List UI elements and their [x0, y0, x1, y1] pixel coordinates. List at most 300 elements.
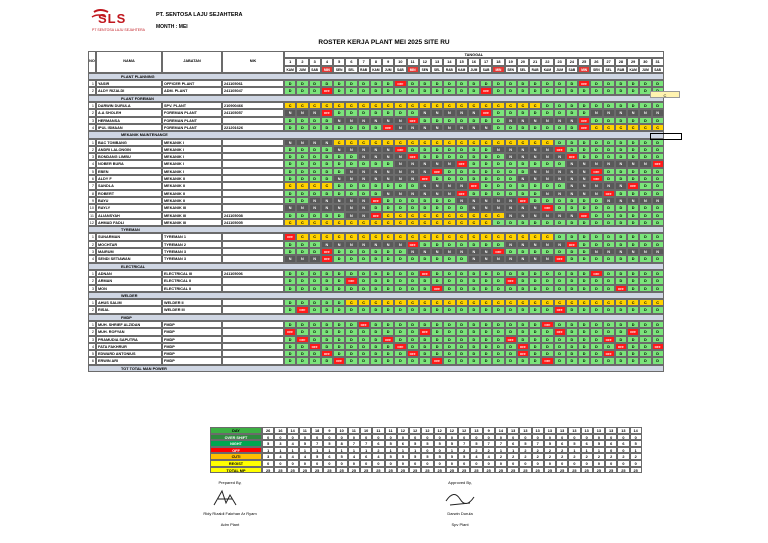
summary-value: 2: [544, 447, 556, 454]
shift-cell: D: [590, 343, 602, 350]
employee-nik: [222, 233, 284, 240]
shift-cell: D: [370, 255, 382, 262]
shift-cell: D: [394, 182, 406, 189]
shift-cell: D: [394, 350, 406, 357]
employee-nik: [222, 306, 284, 313]
shift-cell: C: [345, 219, 357, 226]
shift-cell: N: [358, 153, 370, 160]
shift-cell: N: [345, 241, 357, 248]
day-name: SEL: [603, 66, 615, 73]
day-number: 23: [554, 58, 566, 65]
shift-cell: D: [370, 306, 382, 313]
shift-cell: N: [529, 117, 541, 124]
summary-value: 0: [434, 447, 446, 454]
summary-value: 5: [262, 440, 274, 447]
shift-cell: D: [615, 80, 627, 87]
shift-cell: D: [284, 248, 296, 255]
shift-cell: D: [333, 270, 345, 277]
shift-cell: D: [443, 146, 455, 153]
shift-cell: D: [517, 285, 529, 292]
shift-cell: C: [309, 182, 321, 189]
logo-subtitle: PT SENTOSA LAJU SEJAHTERA: [92, 28, 145, 32]
shift-cell: D: [443, 117, 455, 124]
day-number: 11: [407, 58, 419, 65]
shift-cell: D: [627, 175, 639, 182]
summary-value: 2: [470, 447, 482, 454]
summary-value: 1: [311, 447, 323, 454]
shift-cell: D: [407, 270, 419, 277]
shift-cell: OFF: [541, 357, 553, 364]
employee-name: MUH. SHRIEF ALZIDAN: [96, 321, 162, 328]
employee-nik: [222, 204, 284, 211]
day-name: JUM: [382, 66, 394, 73]
shift-cell: OFF: [505, 277, 517, 284]
shift-cell: D: [505, 87, 517, 94]
shift-cell: N: [309, 204, 321, 211]
shift-cell: N: [370, 241, 382, 248]
shift-cell: D: [615, 350, 627, 357]
shift-cell: D: [578, 350, 590, 357]
section-header: FMDP: [88, 314, 664, 321]
shift-cell: D: [603, 321, 615, 328]
shift-cell: C: [480, 219, 492, 226]
shift-cell: D: [566, 285, 578, 292]
shift-cell: D: [578, 255, 590, 262]
shift-cell: N: [456, 109, 468, 116]
shift-cell: N: [505, 117, 517, 124]
shift-cell: D: [566, 219, 578, 226]
shift-cell: D: [554, 285, 566, 292]
summary-value: 26: [262, 427, 274, 434]
row-no: 2: [88, 306, 96, 313]
shift-cell: D: [358, 182, 370, 189]
shift-cell: D: [431, 80, 443, 87]
summary-value: 8: [336, 440, 348, 447]
shift-cell: D: [603, 80, 615, 87]
prepared-role: Adm Plant: [220, 522, 240, 527]
summary-value: 0: [274, 434, 286, 441]
shift-cell: D: [284, 357, 296, 364]
shift-cell: D: [309, 277, 321, 284]
shift-cell: D: [480, 241, 492, 248]
summary-value: 0: [617, 434, 629, 441]
shift-cell: D: [407, 80, 419, 87]
summary-value: 4: [274, 453, 286, 460]
shift-cell: N: [443, 109, 455, 116]
shift-cell: C: [639, 124, 651, 131]
prepared-name: Ridy Rizaldi Fakrhan Ar Ryam: [203, 511, 257, 516]
shift-cell: D: [370, 182, 382, 189]
shift-cell: C: [333, 139, 345, 146]
shift-cell: D: [309, 336, 321, 343]
summary-value: 5: [397, 453, 409, 460]
shift-cell: N: [541, 190, 553, 197]
header-nama: NAMA: [96, 51, 162, 73]
shift-cell: C: [505, 299, 517, 306]
document-title: ROSTER KERJA PLANT MEI 2025 SITE RU: [318, 39, 450, 46]
shift-cell: N: [517, 241, 529, 248]
summary-value: 6: [617, 440, 629, 447]
shift-cell: N: [321, 197, 333, 204]
shift-cell: D: [578, 109, 590, 116]
shift-cell: C: [431, 299, 443, 306]
shift-cell: D: [652, 190, 664, 197]
employee-nik: [222, 241, 284, 248]
shift-cell: D: [529, 160, 541, 167]
summary-value: 5: [385, 440, 397, 447]
shift-cell: D: [394, 197, 406, 204]
shift-cell: D: [443, 197, 455, 204]
day-number: 29: [627, 58, 639, 65]
shift-cell: D: [468, 80, 480, 87]
shift-cell: D: [541, 109, 553, 116]
shift-cell: D: [407, 306, 419, 313]
shift-cell: D: [578, 328, 590, 335]
shift-cell: D: [492, 350, 504, 357]
shift-cell: D: [615, 153, 627, 160]
shift-cell: D: [456, 153, 468, 160]
shift-cell: D: [296, 241, 308, 248]
signature-icon: [440, 487, 480, 509]
shift-cell: D: [627, 190, 639, 197]
employee-nik: [222, 336, 284, 343]
summary-value: 0: [470, 460, 482, 467]
shift-cell: C: [296, 219, 308, 226]
shift-cell: N: [505, 146, 517, 153]
shift-cell: D: [431, 270, 443, 277]
shift-cell: C: [394, 219, 406, 226]
shift-cell: N: [407, 168, 419, 175]
shift-cell: N: [492, 255, 504, 262]
shift-cell: N: [309, 197, 321, 204]
summary-value: 25: [581, 467, 593, 474]
shift-cell: D: [407, 336, 419, 343]
shift-cell: OFF: [590, 270, 602, 277]
shift-cell: OFF: [419, 328, 431, 335]
summary-value: 25: [409, 467, 421, 474]
employee-job: WELDER III: [162, 306, 222, 313]
shift-cell: D: [431, 175, 443, 182]
shift-cell: N: [321, 204, 333, 211]
shift-cell: D: [407, 204, 419, 211]
shift-cell: D: [345, 328, 357, 335]
summary-value: 0: [605, 460, 617, 467]
shift-cell: D: [505, 175, 517, 182]
shift-cell: N: [407, 190, 419, 197]
shift-cell: N: [456, 248, 468, 255]
shift-cell: OFF: [554, 255, 566, 262]
summary-value: 25: [360, 467, 372, 474]
summary-value: 25: [605, 467, 617, 474]
shift-cell: OFF: [541, 204, 553, 211]
shift-cell: D: [333, 328, 345, 335]
shift-cell: C: [419, 102, 431, 109]
shift-cell: D: [627, 204, 639, 211]
shift-cell: D: [554, 109, 566, 116]
shift-cell: D: [333, 212, 345, 219]
shift-cell: D: [603, 204, 615, 211]
shift-cell: D: [321, 80, 333, 87]
summary-value: 25: [434, 467, 446, 474]
shift-cell: D: [456, 343, 468, 350]
shift-cell: D: [615, 277, 627, 284]
day-name: SAB: [566, 66, 578, 73]
shift-cell: D: [431, 87, 443, 94]
shift-cell: C: [333, 102, 345, 109]
shift-cell: D: [554, 277, 566, 284]
row-no: 4: [88, 124, 96, 131]
shift-cell: D: [296, 343, 308, 350]
shift-cell: D: [480, 190, 492, 197]
shift-cell: C: [517, 233, 529, 240]
shift-cell: D: [358, 343, 370, 350]
shift-cell: OFF: [407, 117, 419, 124]
shift-cell: OFF: [480, 87, 492, 94]
shift-cell: OFF: [615, 285, 627, 292]
shift-cell: D: [419, 153, 431, 160]
shift-cell: D: [382, 350, 394, 357]
shift-cell: C: [284, 219, 296, 226]
shift-cell: D: [627, 255, 639, 262]
shift-cell: D: [541, 350, 553, 357]
summary-value: 13: [593, 427, 605, 434]
employee-name: EBEN: [96, 168, 162, 175]
employee-name: RISAL: [96, 306, 162, 313]
employee-name: SANDLA: [96, 182, 162, 189]
summary-value: 5: [593, 440, 605, 447]
shift-cell: D: [370, 343, 382, 350]
shift-cell: N: [529, 212, 541, 219]
shift-cell: D: [639, 285, 651, 292]
shift-cell: D: [492, 343, 504, 350]
shift-cell: D: [566, 139, 578, 146]
shift-cell: C: [407, 299, 419, 306]
shift-cell: D: [284, 190, 296, 197]
shift-cell: D: [358, 306, 370, 313]
shift-cell: D: [321, 336, 333, 343]
shift-cell: OFF: [456, 190, 468, 197]
shift-cell: D: [627, 321, 639, 328]
shift-cell: N: [468, 124, 480, 131]
shift-cell: D: [333, 285, 345, 292]
shift-cell: D: [394, 336, 406, 343]
day-number: 2: [296, 58, 308, 65]
employee-name: ALIANSYAH: [96, 212, 162, 219]
shift-cell: D: [517, 182, 529, 189]
employee-nik: [222, 277, 284, 284]
shift-cell: D: [517, 80, 529, 87]
shift-cell: N: [345, 117, 357, 124]
shift-cell: OFF: [296, 336, 308, 343]
shift-cell: N: [419, 182, 431, 189]
shift-cell: OFF: [382, 336, 394, 343]
shift-cell: D: [284, 168, 296, 175]
shift-cell: OFF: [407, 350, 419, 357]
shift-cell: N: [529, 255, 541, 262]
shift-cell: D: [541, 270, 553, 277]
shift-cell: D: [590, 153, 602, 160]
shift-cell: D: [309, 117, 321, 124]
shift-cell: N: [296, 139, 308, 146]
shift-cell: N: [529, 241, 541, 248]
shift-cell: D: [321, 299, 333, 306]
shift-cell: D: [627, 87, 639, 94]
shift-cell: D: [639, 350, 651, 357]
shift-cell: C: [382, 212, 394, 219]
shift-cell: D: [627, 270, 639, 277]
shift-cell: D: [358, 87, 370, 94]
shift-cell: D: [394, 357, 406, 364]
employee-job: MEKANIK II: [162, 175, 222, 182]
summary-value: 1: [287, 447, 299, 454]
shift-cell: N: [431, 190, 443, 197]
shift-cell: D: [333, 336, 345, 343]
summary-value: 1: [397, 447, 409, 454]
shift-cell: D: [358, 357, 370, 364]
shift-cell: D: [296, 197, 308, 204]
shift-cell: D: [407, 277, 419, 284]
shift-cell: C: [529, 233, 541, 240]
shift-cell: D: [284, 212, 296, 219]
shift-cell: N: [627, 109, 639, 116]
shift-cell: D: [321, 124, 333, 131]
day-number: 8: [370, 58, 382, 65]
shift-cell: D: [296, 124, 308, 131]
shift-cell: D: [639, 321, 651, 328]
shift-cell: D: [627, 153, 639, 160]
employee-nik: [222, 321, 284, 328]
shift-cell: OFF: [382, 124, 394, 131]
shift-cell: D: [554, 160, 566, 167]
shift-cell: D: [468, 175, 480, 182]
shift-cell: D: [456, 306, 468, 313]
employee-name: ERWIN ARI: [96, 357, 162, 364]
shift-cell: C: [358, 139, 370, 146]
row-no: 5: [88, 168, 96, 175]
shift-cell: D: [382, 306, 394, 313]
day-number: 21: [529, 58, 541, 65]
summary-value: 0: [385, 434, 397, 441]
shift-cell: D: [566, 343, 578, 350]
shift-cell: D: [603, 241, 615, 248]
shift-cell: D: [554, 124, 566, 131]
shift-cell: D: [333, 153, 345, 160]
shift-cell: D: [309, 328, 321, 335]
shift-cell: N: [627, 248, 639, 255]
shift-cell: D: [541, 219, 553, 226]
row-no: 3: [88, 336, 96, 343]
shift-cell: N: [358, 212, 370, 219]
shift-cell: C: [419, 212, 431, 219]
summary-value: 1: [323, 447, 335, 454]
summary-label: OVER SHIFT: [210, 434, 262, 441]
summary-value: 0: [568, 434, 580, 441]
shift-cell: D: [639, 306, 651, 313]
shift-cell: N: [370, 175, 382, 182]
shift-cell: N: [382, 153, 394, 160]
employee-job: MEKANIK I: [162, 139, 222, 146]
summary-value: 0: [617, 460, 629, 467]
day-name: SAB: [652, 66, 664, 73]
shift-cell: N: [382, 117, 394, 124]
shift-cell: D: [456, 87, 468, 94]
shift-cell: N: [578, 168, 590, 175]
summary-value: 5: [470, 440, 482, 447]
day-name: KAM: [627, 66, 639, 73]
summary-value: 6: [581, 440, 593, 447]
shift-cell: D: [382, 321, 394, 328]
employee-job: TYREMAN 2: [162, 241, 222, 248]
shift-cell: D: [517, 124, 529, 131]
shift-cell: D: [296, 87, 308, 94]
day-number: 15: [456, 58, 468, 65]
shift-cell: C: [431, 139, 443, 146]
summary-value: 2: [568, 453, 580, 460]
summary-value: 5: [323, 440, 335, 447]
day-number: 6: [345, 58, 357, 65]
shift-cell: C: [566, 299, 578, 306]
shift-cell: D: [615, 204, 627, 211]
shift-cell: D: [321, 190, 333, 197]
shift-cell: N: [652, 197, 664, 204]
shift-cell: D: [578, 233, 590, 240]
shift-cell: N: [407, 248, 419, 255]
employee-job: MEKANIK I: [162, 160, 222, 167]
shift-cell: D: [431, 343, 443, 350]
shift-cell: D: [394, 255, 406, 262]
summary-value: 25: [593, 467, 605, 474]
shift-cell: C: [321, 182, 333, 189]
section-header: ELECTRICAL: [88, 263, 664, 270]
employee-nik: [222, 146, 284, 153]
summary-value: 10: [360, 427, 372, 434]
shift-cell: C: [382, 233, 394, 240]
row-no: 10: [89, 206, 94, 211]
shift-cell: N: [517, 175, 529, 182]
shift-cell: D: [443, 285, 455, 292]
shift-cell: C: [382, 219, 394, 226]
shift-cell: D: [652, 328, 664, 335]
shift-cell: D: [492, 175, 504, 182]
shift-cell: D: [492, 328, 504, 335]
shift-cell: D: [505, 168, 517, 175]
shift-cell: N: [394, 168, 406, 175]
shift-cell: N: [394, 153, 406, 160]
day-name: SEL: [517, 66, 529, 73]
shift-cell: D: [652, 336, 664, 343]
shift-cell: D: [566, 277, 578, 284]
shift-cell: OFF: [407, 153, 419, 160]
shift-cell: C: [394, 102, 406, 109]
shift-cell: D: [419, 336, 431, 343]
summary-value: 5: [299, 440, 311, 447]
shift-cell: C: [615, 124, 627, 131]
employee-job: FMDP: [162, 350, 222, 357]
summary-value: 1: [581, 447, 593, 454]
summary-value: 2: [507, 453, 519, 460]
shift-cell: D: [407, 255, 419, 262]
shift-cell: D: [615, 212, 627, 219]
summary-value: 4: [372, 453, 384, 460]
shift-cell: D: [639, 117, 651, 124]
summary-value: 25: [348, 467, 360, 474]
shift-cell: C: [321, 219, 333, 226]
shift-cell: D: [627, 219, 639, 226]
summary-value: 5: [446, 453, 458, 460]
summary-label: TOTAL MP: [210, 467, 262, 474]
employee-nik: [222, 350, 284, 357]
shift-cell: D: [578, 277, 590, 284]
